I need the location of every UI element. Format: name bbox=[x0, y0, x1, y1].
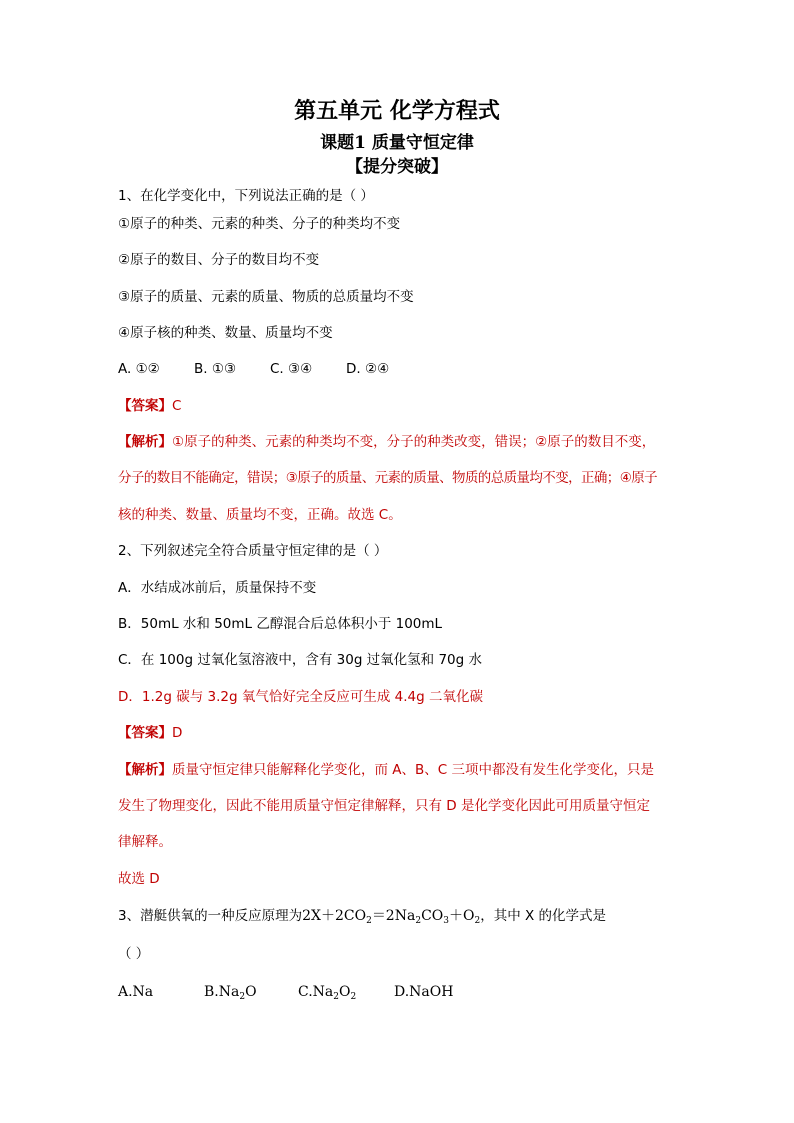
q2-analysis-text-1: 质量守恒定律只能解释化学变化，而 A、B、C 三项中都没有发生化学变化，只是 bbox=[172, 762, 655, 778]
q2-stem: 2、下列叙述完全符合质量守恒定律的是（ ） bbox=[118, 543, 388, 559]
q1-statement-1: ①原子的种类、元素的种类、分子的种类均不变 bbox=[118, 216, 401, 232]
q2-option-a: A．水结成冰前后，质量保持不变 bbox=[118, 580, 317, 596]
q1-option-b: B. ①③ bbox=[194, 361, 237, 377]
q1-option-d: D. ②④ bbox=[346, 361, 390, 377]
q2-conclusion: 故选 D bbox=[118, 871, 160, 887]
q3-stem-text: 3、潜艇供氧的一种反应原理为 bbox=[118, 908, 303, 924]
q1-analysis-text-1: ①原子的种类、元素的种类均不变，分子的种类改变，错误；②原子的数目不变， bbox=[172, 434, 656, 450]
q2-option-c: C．在 100g 过氧化氢溶液中，含有 30g 过氧化氢和 70g 水 bbox=[118, 652, 483, 668]
q3-option-d: D.NaOH bbox=[394, 984, 454, 1000]
q2-option-d: D．1.2g 碳与 3.2g 氧气恰好完全反应可生成 4.4g 二氧化碳 bbox=[118, 689, 483, 705]
q1-answer-value: C bbox=[172, 398, 182, 414]
q1-stem: 1、在化学变化中，下列说法正确的是（ ） bbox=[118, 188, 374, 204]
q1-analysis-line-2: 分子的数目不能确定，错误；③原子的质量、元素的质量、物质的总质量均不变，正确；④原子 bbox=[118, 470, 658, 486]
q1-analysis-line-1 bbox=[118, 432, 655, 452]
q3-option-a: A.Na bbox=[118, 984, 154, 1000]
q2-option-b: B．50mL 水和 50mL 乙醇混合后总体积小于 100mL bbox=[118, 616, 443, 632]
q2-analysis-line-2: 发生了物理变化，因此不能用质量守恒定律解释，只有 D 是化学变化因此可用质量守恒定 bbox=[118, 798, 650, 814]
q1-answer-label: 【答案】 bbox=[118, 398, 172, 414]
q1-statement-3: ③原子的质量、元素的质量、物质的总质量均不变 bbox=[118, 289, 414, 305]
lesson-title: 课题1 质量守恒定律 bbox=[320, 133, 474, 153]
q3-stem bbox=[118, 906, 606, 926]
q3-options bbox=[118, 982, 453, 1002]
q1-options bbox=[118, 359, 389, 379]
q3-option-b: $B.Na_2O$ bbox=[204, 984, 257, 1002]
q2-answer bbox=[118, 723, 182, 743]
q1-statement-4: ④原子核的种类、数量、质量均不变 bbox=[118, 325, 333, 341]
q1-analysis-line-3: 核的种类、数量、质量均不变，正确。故选 C。 bbox=[118, 507, 402, 523]
q2-analysis-line-1 bbox=[118, 760, 654, 780]
q2-analysis-line-3: 律解释。 bbox=[118, 834, 172, 850]
q2-answer-label: 【答案】 bbox=[118, 725, 172, 741]
q1-statement-2: ②原子的数目、分子的数目均不变 bbox=[118, 252, 320, 268]
q3-option-c: $C.Na_2O_2$ bbox=[298, 984, 357, 1002]
unit-title: 第五单元 化学方程式 bbox=[294, 98, 500, 124]
q2-answer-value: D bbox=[172, 725, 183, 741]
q1-analysis-label: 【解析】 bbox=[118, 434, 172, 450]
q3-equation: $2X+2CO_2=2Na_2CO_3+O_2$ bbox=[302, 908, 481, 926]
q3-blank: （ ） bbox=[118, 946, 150, 962]
section-title: 【提分突破】 bbox=[346, 157, 448, 177]
q3-stem-text-2: ，其中 X 的化学式是 bbox=[480, 908, 607, 924]
q1-option-a: A. ①② bbox=[118, 361, 160, 377]
q2-analysis-label: 【解析】 bbox=[118, 762, 172, 778]
q1-answer bbox=[118, 396, 181, 416]
q1-option-c: C. ③④ bbox=[270, 361, 313, 377]
